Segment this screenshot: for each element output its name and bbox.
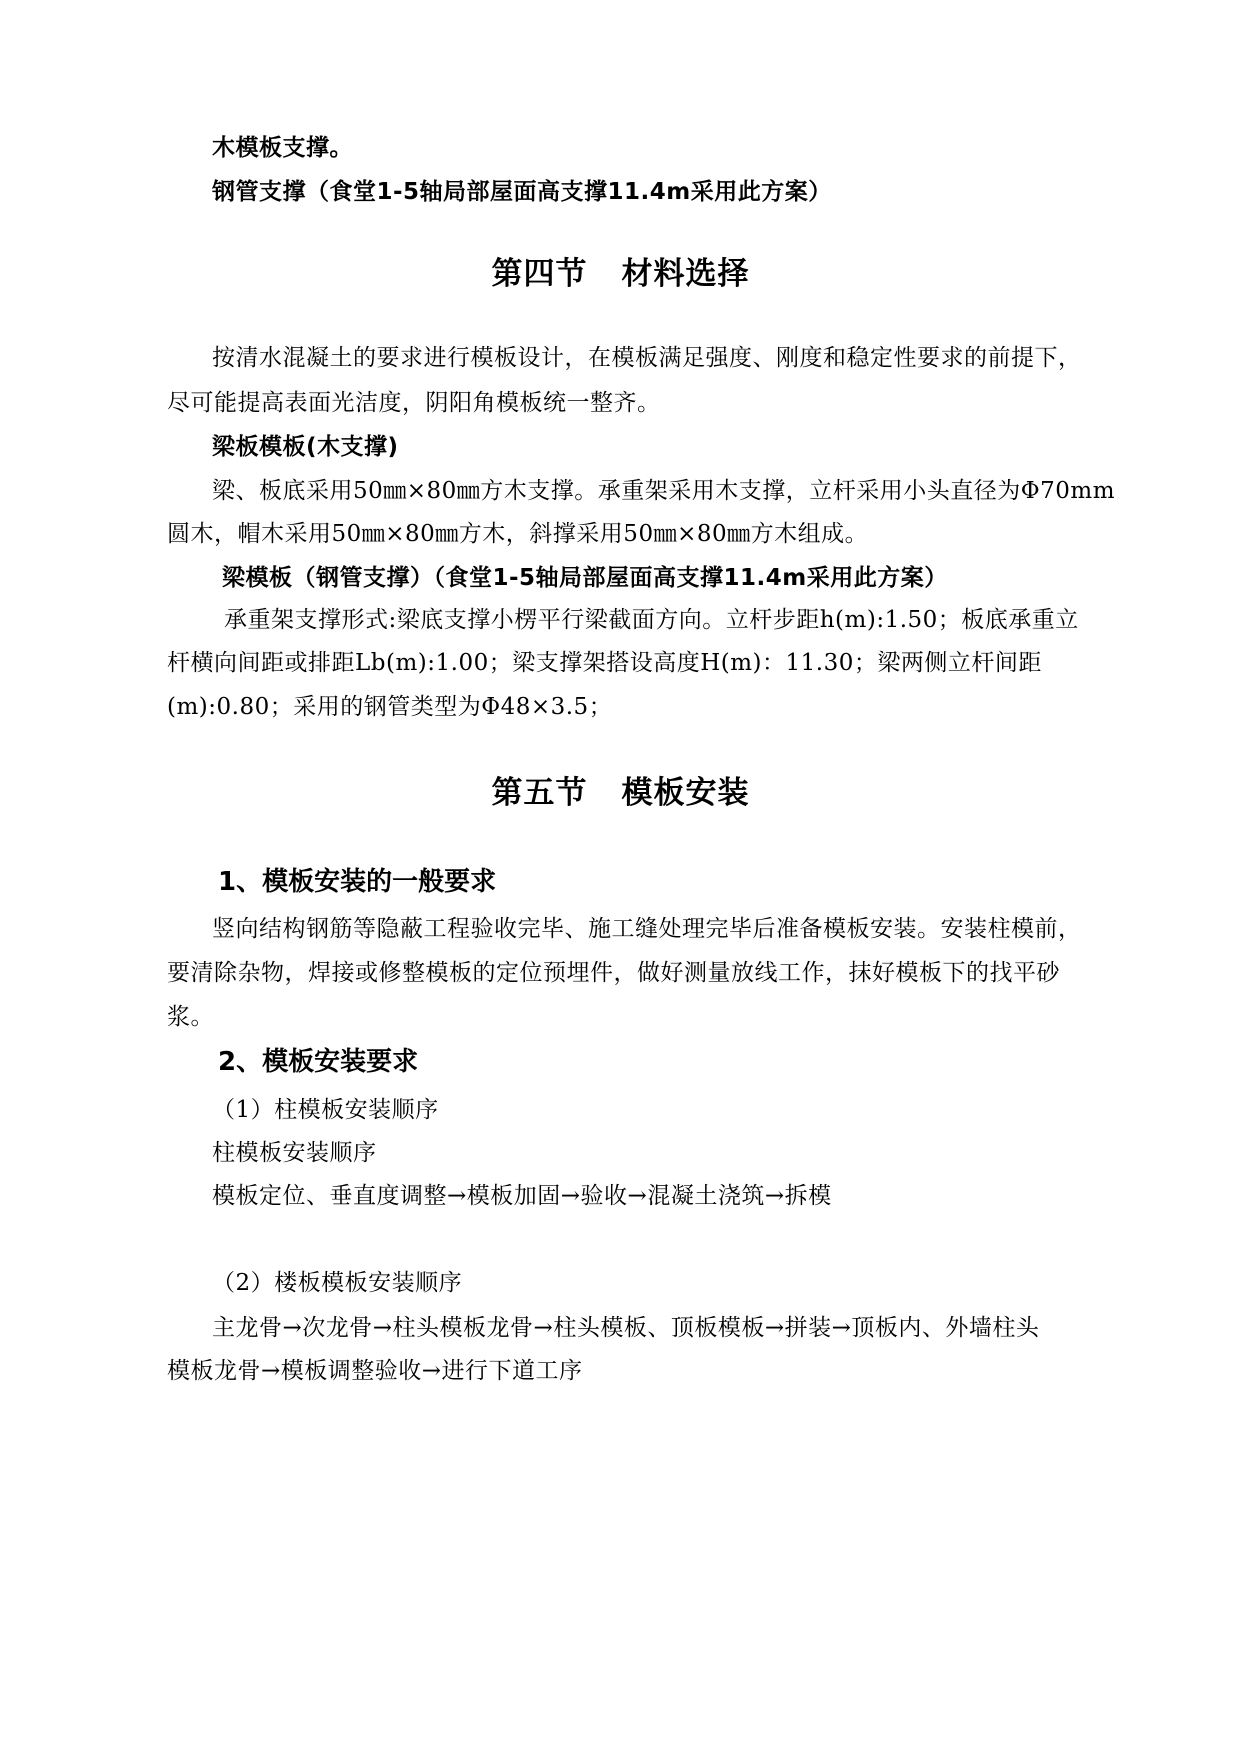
section-5-title [0, 773, 1241, 813]
subheading-general-requirements: 1、模板安装的一般要求 [218, 867, 497, 897]
item-1-subtitle: 柱模板安装顺序 [212, 1140, 377, 1166]
section-5-number: 第五节 [491, 775, 588, 811]
paragraph-3-line-3: (m):0.80；采用的钢管类型为Φ48×3.5； [167, 694, 613, 720]
section-5-name: 模板安装 [621, 775, 750, 811]
text-steel-support: 钢管支撑（食堂1-5轴局部屋面高支撑11.4m采用此方案） [212, 179, 832, 205]
heading-beam-steel-support: 梁模板（钢管支撑）（食堂1-5轴局部屋面高支撑11.4m采用此方案） [222, 565, 948, 591]
item-2-sequence-line-1: 主龙骨→次龙骨→柱头模板龙骨→柱头模板、顶板模板→拼装→顶板内、外墙柱头 [212, 1315, 1040, 1341]
item-1-title: （1）柱模板安装顺序 [212, 1097, 439, 1123]
paragraph-1-line-1: 按清水混凝土的要求进行模板设计，在模板满足强度、刚度和稳定性要求的前提下， [212, 345, 1082, 371]
item-2-title: （2）楼板模板安装顺序 [212, 1270, 463, 1296]
item-1-sequence: 模板定位、垂直度调整→模板加固→验收→混凝土浇筑→拆模 [212, 1183, 832, 1209]
paragraph-3-line-1: 承重架支撑形式:梁底支撑小楞平行梁截面方向。立杆步距h(m):1.50；板底承重立 [224, 607, 1079, 633]
text-wood-support: 木模板支撑。 [212, 135, 353, 161]
section-4-name: 材料选择 [621, 256, 750, 292]
heading-beam-wood-support: 梁板模板(木支撑) [212, 434, 399, 460]
paragraph-4-line-1: 竖向结构钢筋等隐蔽工程验收完毕、施工缝处理完毕后准备模板安装。安装柱模前， [212, 916, 1082, 942]
item-2-sequence-line-2: 模板龙骨→模板调整验收→进行下道工序 [167, 1358, 583, 1384]
section-4-title [0, 254, 1241, 294]
paragraph-2-line-2: 圆木，帽木采用50㎜×80㎜方木，斜撑采用50㎜×80㎜方木组成。 [167, 521, 869, 547]
section-4-number: 第四节 [491, 256, 588, 292]
paragraph-3-line-2: 杆横向间距或排距Lb(m):1.00；梁支撑架搭设高度H(m)：11.30；梁两侧立杆间距 [167, 650, 1042, 676]
paragraph-1-line-2: 尽可能提高表面光洁度，阴阳角模板统一整齐。 [167, 390, 661, 416]
subheading-install-requirements: 2、模板安装要求 [218, 1047, 419, 1077]
paragraph-4-line-3: 浆。 [167, 1004, 214, 1030]
paragraph-4-line-2: 要清除杂物，焊接或修整模板的定位预埋件，做好测量放线工作，抹好模板下的找平砂 [167, 960, 1060, 986]
paragraph-2-line-1: 梁、板底采用50㎜×80㎜方木支撑。承重架采用木支撑，立杆采用小头直径为Φ70mm [212, 478, 1116, 504]
